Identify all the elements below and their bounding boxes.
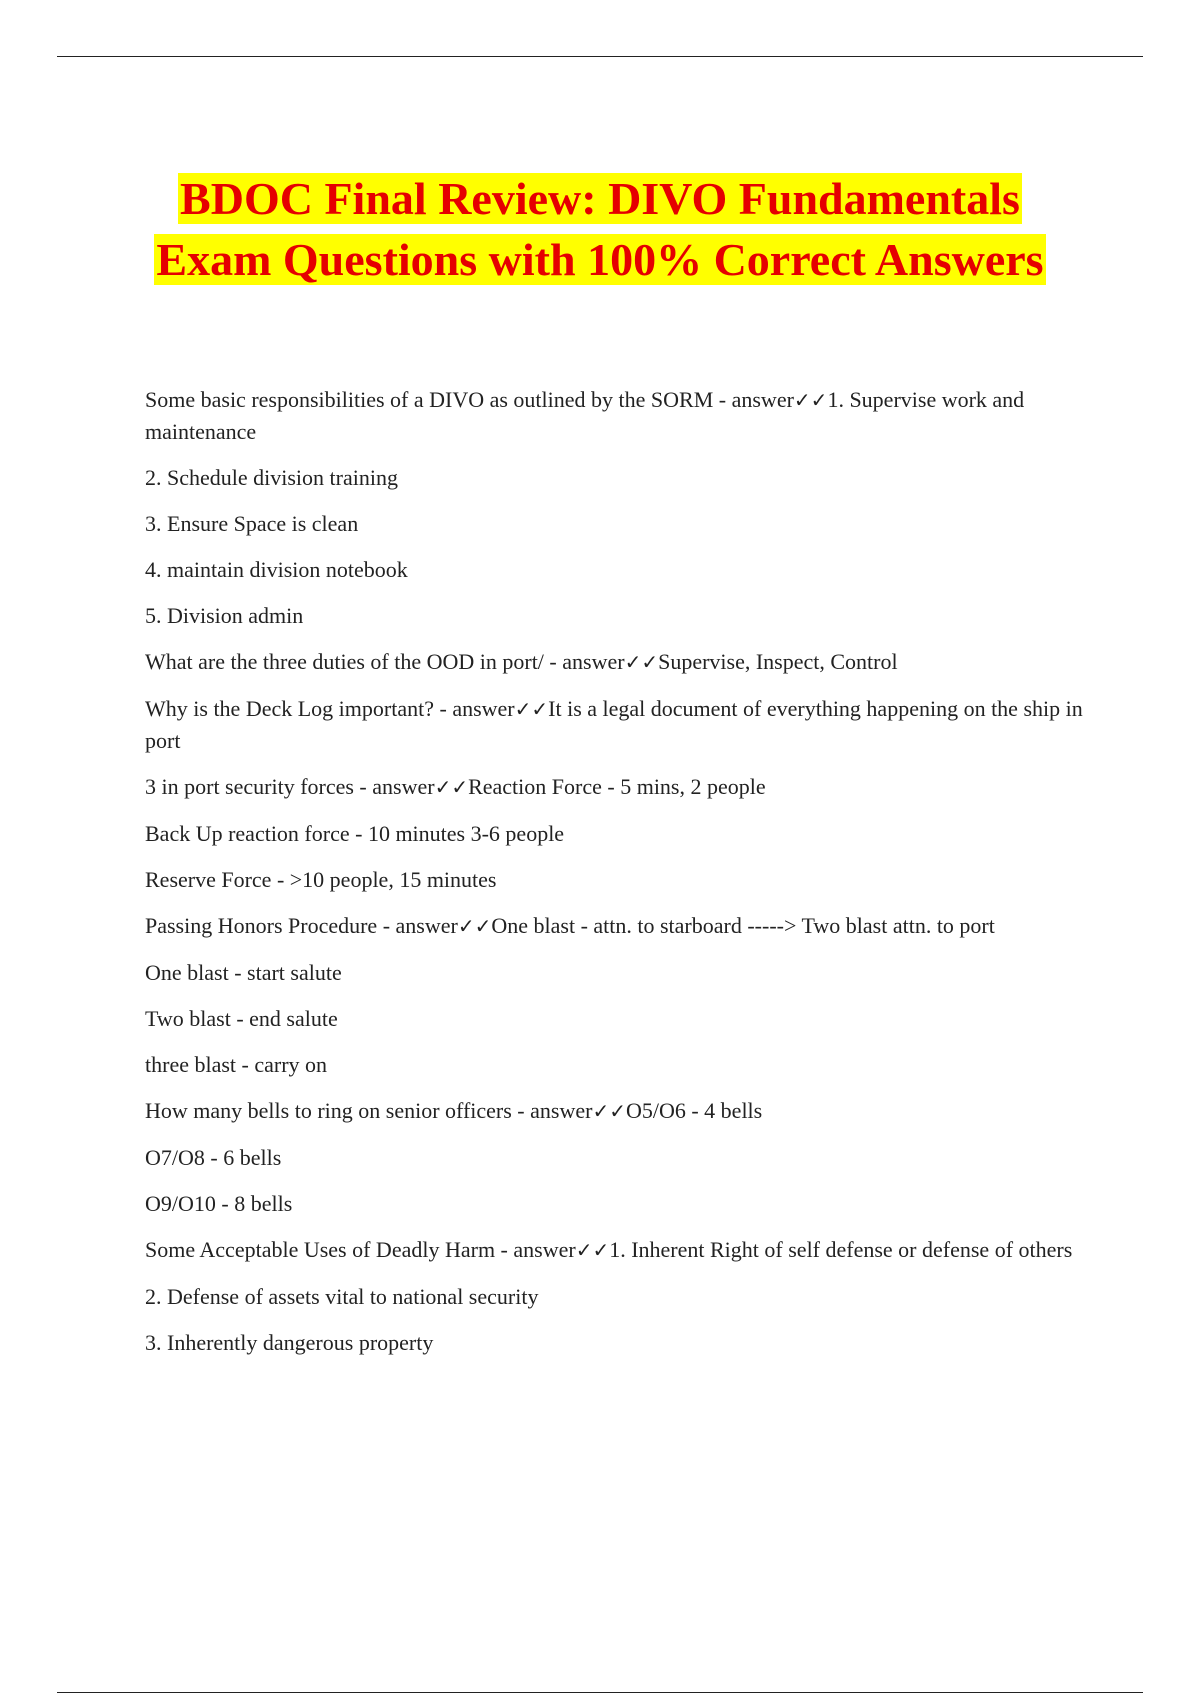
qa-paragraph: Why is the Deck Log important? - answer✓✓It is a legal document of everything happening on the ship in port	[145, 696, 1083, 753]
qa-paragraph: 2. Defense of assets vital to national security	[145, 1284, 539, 1309]
qa-paragraph: three blast - carry on	[145, 1052, 328, 1077]
qa-paragraph: What are the three duties of the OOD in port/ - answer✓✓Supervise, Inspect, Control	[145, 649, 898, 674]
qa-paragraph: 4. maintain division notebook	[145, 557, 408, 582]
qa-paragraph: Back Up reaction force - 10 minutes 3-6 people	[145, 821, 565, 846]
qa-paragraph: O7/O8 - 6 bells	[145, 1145, 282, 1170]
qa-paragraph: 5. Division admin	[145, 603, 304, 628]
qa-paragraph: One blast - start salute	[145, 960, 342, 985]
answer-marker: answer✓✓	[731, 387, 828, 412]
qa-paragraph: Some Acceptable Uses of Deadly Harm - answer✓✓1. Inherent Right of self defense or defense of others	[145, 1237, 1073, 1262]
qa-paragraph: Reserve Force - >10 people, 15 minutes	[145, 867, 497, 892]
title-line-1: BDOC Final Review: DIVO Fundamentals	[180, 173, 1020, 224]
check-icon: ✓✓	[793, 388, 828, 412]
answer-marker: answer✓✓	[395, 913, 492, 938]
title-line-2: Exam Questions with 100% Correct Answers	[156, 234, 1044, 285]
answer-marker: answer✓✓	[513, 1237, 610, 1262]
qa-paragraph: Passing Honors Procedure - answer✓✓One blast - attn. to starboard -----> Two blast attn. to port	[145, 913, 995, 938]
check-icon: ✓✓	[514, 697, 549, 721]
qa-paragraph: 3 in port security forces - answer✓✓Reaction Force - 5 mins, 2 people	[145, 774, 766, 799]
qa-paragraph: 3. Ensure Space is clean	[145, 511, 359, 536]
check-icon: ✓✓	[592, 1099, 626, 1123]
answer-marker: answer✓✓	[562, 649, 659, 674]
answer-marker: answer✓✓	[372, 774, 469, 799]
qa-content	[145, 384, 1085, 1373]
check-icon: ✓✓	[457, 914, 492, 938]
answer-marker: answer✓✓	[452, 696, 549, 721]
answer-marker: answer✓✓	[530, 1098, 626, 1123]
qa-paragraph: 3. Inherently dangerous property	[145, 1330, 434, 1355]
qa-paragraph: Some basic responsibilities of a DIVO as outlined by the SORM - answer✓✓1. Supervise work and maintenance	[145, 387, 1025, 444]
bottom-rule	[57, 1692, 1143, 1693]
qa-paragraph: 2. Schedule division training	[145, 465, 398, 490]
qa-paragraph: Two blast - end salute	[145, 1006, 338, 1031]
check-icon: ✓✓	[624, 650, 659, 674]
top-rule	[57, 56, 1143, 57]
check-icon: ✓✓	[575, 1238, 610, 1262]
document-title	[0, 168, 1200, 290]
qa-paragraph: How many bells to ring on senior officers - answer✓✓O5/O6 - 4 bells	[145, 1098, 763, 1123]
check-icon: ✓✓	[434, 775, 469, 799]
qa-paragraph: O9/O10 - 8 bells	[145, 1191, 293, 1216]
